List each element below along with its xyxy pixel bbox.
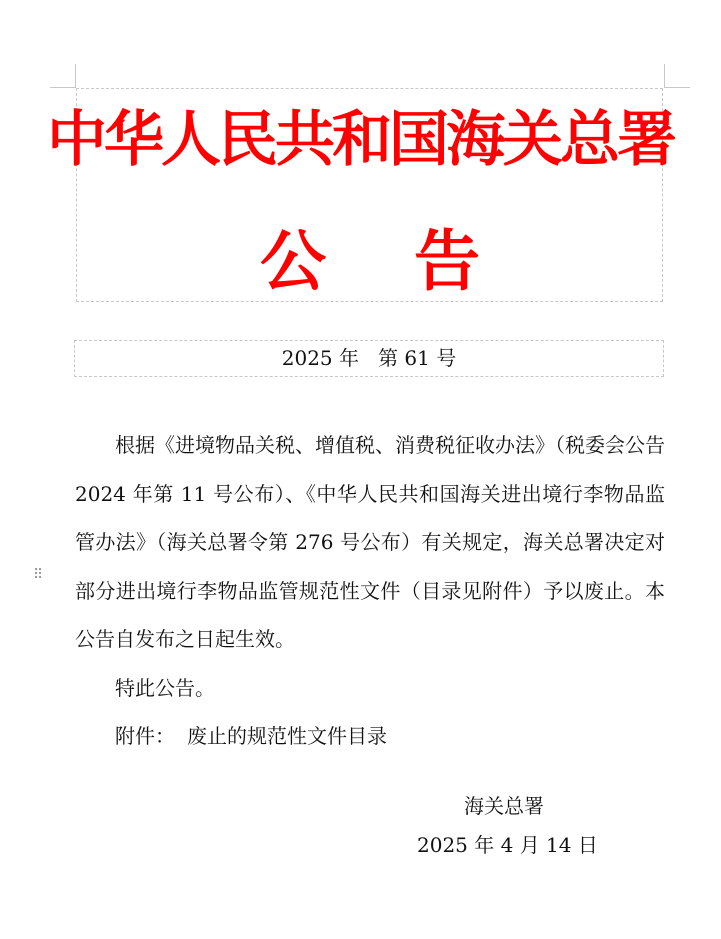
announcement-body	[75, 421, 665, 761]
agency-title: 中华人民共和国海关总署	[47, 105, 674, 175]
doc-type-char-2: 告	[414, 223, 480, 300]
document-number	[74, 340, 664, 377]
document-number-text: 2025 年 第 61 号	[281, 346, 457, 370]
body-paragraph-closing: 特此公告。	[115, 675, 215, 700]
attachment-line	[75, 712, 665, 761]
attachment-title: 废止的规范性文件目录	[187, 724, 387, 748]
drag-handle-icon[interactable]: ⠿	[33, 567, 44, 583]
signature-date: 2025 年 4 月 14 日	[417, 833, 598, 857]
crop-mark-top-left-v	[75, 64, 76, 88]
crop-mark-top-right-v	[664, 64, 665, 88]
document-type-title	[260, 214, 480, 310]
doc-type-char-1: 公	[260, 223, 326, 300]
attachment-label: 附件：	[115, 724, 175, 748]
crop-mark-top-left-h	[50, 87, 76, 88]
body-paragraph-main: 根据《进境物品关税、增值税、消费税征收办法》（税委会公告 2024 年第 11 号公布）、《中华人民共和国海关进出境行李物品监管办法》（海关总署令第 276 号公布）有关规定，海关总署决定对部分进出境行李物品监管规范性文件（目录见附件）予以废止。本公告自发布之日起生效。	[75, 433, 665, 651]
signature-organization: 海关总署	[464, 794, 544, 818]
crop-mark-top-right-h	[664, 87, 690, 88]
